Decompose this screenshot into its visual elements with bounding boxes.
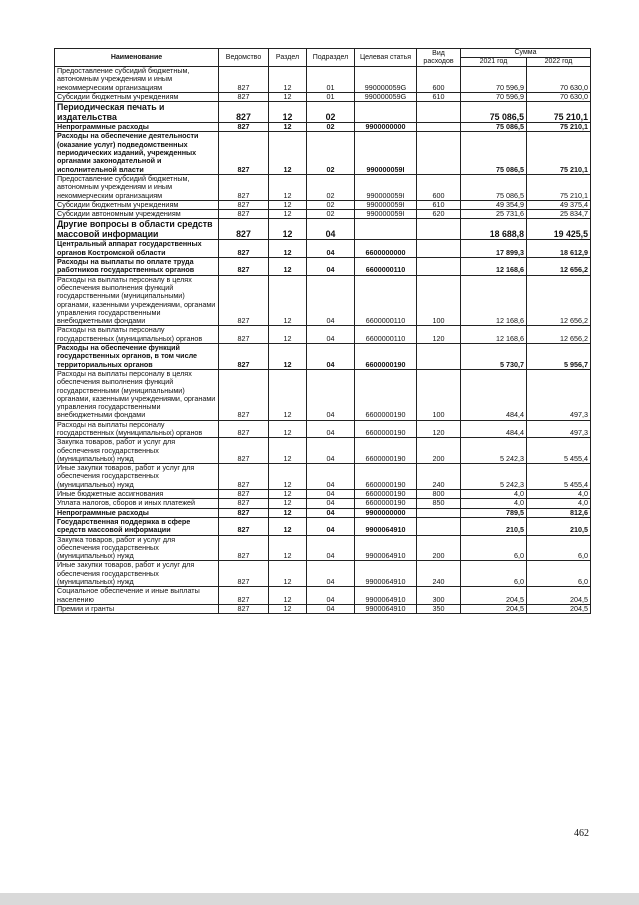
row-subsection: 04 — [307, 535, 355, 561]
row-sum-2021: 5 242,3 — [461, 464, 527, 490]
row-target: 6600000000 — [355, 240, 417, 258]
row-dept: 827 — [219, 535, 269, 561]
row-exptype: 240 — [417, 464, 461, 490]
row-target: 6600000190 — [355, 464, 417, 490]
table-row — [55, 499, 591, 508]
row-dept: 827 — [219, 219, 269, 240]
row-sum-2022: 12 656,2 — [527, 258, 591, 276]
row-name: Предоставление субсидий бюджетным, автономным учреждениям и иным некоммерческим организациям — [55, 174, 219, 200]
table-row — [55, 535, 591, 561]
row-dept: 827 — [219, 210, 269, 219]
row-subsection: 04 — [307, 258, 355, 276]
row-section: 12 — [269, 326, 307, 344]
row-subsection: 04 — [307, 517, 355, 535]
row-dept: 827 — [219, 344, 269, 370]
row-sum-2022: 497,3 — [527, 369, 591, 420]
row-sum-2021: 5 242,3 — [461, 438, 527, 464]
row-target: 6600000190 — [355, 344, 417, 370]
row-section: 12 — [269, 438, 307, 464]
row-sum-2021: 12 168,6 — [461, 275, 527, 326]
row-target: 990000059I — [355, 174, 417, 200]
row-subsection: 04 — [307, 561, 355, 587]
row-section: 12 — [269, 517, 307, 535]
row-name: Непрограммные расходы — [55, 508, 219, 517]
row-section: 12 — [269, 200, 307, 209]
row-target — [355, 219, 417, 240]
row-sum-2022: 75 210,1 — [527, 102, 591, 123]
row-section: 12 — [269, 499, 307, 508]
row-name: Государственная поддержка в сфере средств массовой информации — [55, 517, 219, 535]
row-name: Иные бюджетные ассигнования — [55, 490, 219, 499]
row-sum-2021: 12 168,6 — [461, 258, 527, 276]
row-sum-2021: 75 086,5 — [461, 132, 527, 174]
row-section: 12 — [269, 508, 307, 517]
row-dept: 827 — [219, 604, 269, 613]
row-dept: 827 — [219, 240, 269, 258]
header-section: Раздел — [269, 49, 307, 67]
row-target: 9900064910 — [355, 517, 417, 535]
row-exptype: 600 — [417, 67, 461, 93]
row-target: 6600000190 — [355, 438, 417, 464]
row-sum-2021: 204,5 — [461, 587, 527, 605]
row-subsection: 01 — [307, 67, 355, 93]
row-sum-2021: 12 168,6 — [461, 326, 527, 344]
table-row — [55, 240, 591, 258]
row-target: 6600000190 — [355, 499, 417, 508]
row-subsection: 04 — [307, 490, 355, 499]
row-target: 6600000190 — [355, 369, 417, 420]
row-sum-2022: 4,0 — [527, 490, 591, 499]
row-subsection: 02 — [307, 200, 355, 209]
table-row — [55, 561, 591, 587]
row-subsection: 02 — [307, 174, 355, 200]
table-row — [55, 67, 591, 93]
row-subsection: 04 — [307, 275, 355, 326]
row-dept: 827 — [219, 200, 269, 209]
row-section: 12 — [269, 102, 307, 123]
row-subsection: 04 — [307, 420, 355, 438]
row-exptype: 300 — [417, 587, 461, 605]
row-subsection: 04 — [307, 438, 355, 464]
row-subsection: 02 — [307, 102, 355, 123]
table-row — [55, 132, 591, 174]
header-dept: Ведомство — [219, 49, 269, 67]
row-target: 990000059I — [355, 132, 417, 174]
row-section: 12 — [269, 67, 307, 93]
row-subsection: 04 — [307, 240, 355, 258]
row-exptype: 610 — [417, 92, 461, 101]
row-subsection: 01 — [307, 92, 355, 101]
row-sum-2021: 17 899,3 — [461, 240, 527, 258]
row-dept: 827 — [219, 490, 269, 499]
row-subsection: 02 — [307, 123, 355, 132]
row-dept: 827 — [219, 174, 269, 200]
row-sum-2021: 70 596,9 — [461, 92, 527, 101]
row-exptype — [417, 132, 461, 174]
row-section: 12 — [269, 219, 307, 240]
row-section: 12 — [269, 464, 307, 490]
row-sum-2022: 6,0 — [527, 561, 591, 587]
row-name: Непрограммные расходы — [55, 123, 219, 132]
row-name: Премии и гранты — [55, 604, 219, 613]
row-sum-2022: 204,5 — [527, 604, 591, 613]
row-dept: 827 — [219, 420, 269, 438]
row-dept: 827 — [219, 517, 269, 535]
row-exptype: 120 — [417, 420, 461, 438]
row-sum-2022: 49 375,4 — [527, 200, 591, 209]
table-body — [55, 67, 591, 614]
row-subsection: 02 — [307, 132, 355, 174]
row-sum-2022: 210,5 — [527, 517, 591, 535]
table-row — [55, 326, 591, 344]
row-sum-2021: 484,4 — [461, 369, 527, 420]
row-section: 12 — [269, 420, 307, 438]
row-section: 12 — [269, 604, 307, 613]
row-target: 990000059G — [355, 92, 417, 101]
row-dept: 827 — [219, 587, 269, 605]
row-exptype: 100 — [417, 369, 461, 420]
row-sum-2021: 210,5 — [461, 517, 527, 535]
row-sum-2022: 75 210,1 — [527, 123, 591, 132]
row-name: Социальное обеспечение и иные выплаты населению — [55, 587, 219, 605]
row-sum-2021: 6,0 — [461, 535, 527, 561]
row-section: 12 — [269, 344, 307, 370]
row-exptype — [417, 240, 461, 258]
row-dept: 827 — [219, 561, 269, 587]
header-2021: 2021 год — [461, 58, 527, 67]
row-sum-2022: 5 956,7 — [527, 344, 591, 370]
row-target: 6600000110 — [355, 258, 417, 276]
row-sum-2021: 4,0 — [461, 499, 527, 508]
table-row — [55, 517, 591, 535]
row-section: 12 — [269, 490, 307, 499]
row-section: 12 — [269, 92, 307, 101]
row-sum-2021: 75 086,5 — [461, 174, 527, 200]
row-section: 12 — [269, 275, 307, 326]
row-target: 990000059G — [355, 67, 417, 93]
row-dept: 827 — [219, 67, 269, 93]
row-subsection: 04 — [307, 344, 355, 370]
row-section: 12 — [269, 132, 307, 174]
row-name: Предоставление субсидий бюджетным, автономным учреждениям и иным некоммерческим организациям — [55, 67, 219, 93]
row-sum-2022: 12 656,2 — [527, 326, 591, 344]
row-sum-2022: 75 210,1 — [527, 132, 591, 174]
row-subsection: 04 — [307, 499, 355, 508]
row-section: 12 — [269, 369, 307, 420]
row-target: 9900064910 — [355, 587, 417, 605]
row-section: 12 — [269, 535, 307, 561]
header-sum: Сумма — [461, 49, 591, 58]
table-row — [55, 275, 591, 326]
row-name: Расходы на выплаты персоналу государственных (муниципальных) органов — [55, 326, 219, 344]
row-subsection: 04 — [307, 604, 355, 613]
header-target: Целевая статья — [355, 49, 417, 67]
row-sum-2022: 812,6 — [527, 508, 591, 517]
row-dept: 827 — [219, 275, 269, 326]
row-dept: 827 — [219, 326, 269, 344]
row-section: 12 — [269, 240, 307, 258]
row-sum-2022: 18 612,9 — [527, 240, 591, 258]
row-sum-2021: 18 688,8 — [461, 219, 527, 240]
row-target: 9900000000 — [355, 508, 417, 517]
row-subsection: 04 — [307, 369, 355, 420]
row-name: Уплата налогов, сборов и иных платежей — [55, 499, 219, 508]
row-sum-2021: 49 354,9 — [461, 200, 527, 209]
row-dept: 827 — [219, 92, 269, 101]
row-section: 12 — [269, 123, 307, 132]
row-exptype: 600 — [417, 174, 461, 200]
row-exptype — [417, 102, 461, 123]
row-section: 12 — [269, 174, 307, 200]
table-row — [55, 92, 591, 101]
table-row — [55, 344, 591, 370]
row-name: Субсидии бюджетным учреждениям — [55, 92, 219, 101]
row-section: 12 — [269, 587, 307, 605]
table-row — [55, 438, 591, 464]
row-name: Периодическая печать и издательства — [55, 102, 219, 123]
row-target: 990000059I — [355, 210, 417, 219]
row-subsection: 04 — [307, 219, 355, 240]
row-target: 6600000110 — [355, 326, 417, 344]
row-name: Субсидии автономным учреждениям — [55, 210, 219, 219]
row-exptype: 120 — [417, 326, 461, 344]
row-dept: 827 — [219, 102, 269, 123]
row-exptype — [417, 508, 461, 517]
row-name: Иные закупки товаров, работ и услуг для обеспечения государственных (муниципальных) нужд — [55, 561, 219, 587]
row-sum-2022: 4,0 — [527, 499, 591, 508]
row-dept: 827 — [219, 464, 269, 490]
row-name: Расходы на выплаты персоналу в целях обеспечения выполнения функций государственными (муниципальными) органами, казенными учреждениями, органами управления государственными внебюджетными фондами — [55, 369, 219, 420]
table-row — [55, 464, 591, 490]
row-sum-2022: 5 455,4 — [527, 464, 591, 490]
row-sum-2022: 75 210,1 — [527, 174, 591, 200]
row-sum-2021: 204,5 — [461, 604, 527, 613]
row-name: Другие вопросы в области средств массовой информации — [55, 219, 219, 240]
header-name: Наименование — [55, 49, 219, 67]
row-exptype: 100 — [417, 275, 461, 326]
row-name: Расходы на выплаты по оплате труда работников государственных органов — [55, 258, 219, 276]
row-name: Закупка товаров, работ и услуг для обеспечения государственных (муниципальных) нужд — [55, 535, 219, 561]
row-sum-2021: 75 086,5 — [461, 102, 527, 123]
row-exptype: 200 — [417, 438, 461, 464]
row-exptype: 200 — [417, 535, 461, 561]
row-subsection: 02 — [307, 210, 355, 219]
row-dept: 827 — [219, 132, 269, 174]
row-sum-2021: 789,5 — [461, 508, 527, 517]
row-dept: 827 — [219, 508, 269, 517]
table-row — [55, 102, 591, 123]
header-subsection: Подраздел — [307, 49, 355, 67]
row-dept: 827 — [219, 123, 269, 132]
row-target: 6600000110 — [355, 275, 417, 326]
row-sum-2022: 497,3 — [527, 420, 591, 438]
row-name: Расходы на выплаты персоналу в целях обеспечения выполнения функций государственными (муниципальными) органами, казенными учреждениями, органами управления государственными внебюджетными фондами — [55, 275, 219, 326]
row-target: 6600000190 — [355, 420, 417, 438]
row-name: Расходы на выплаты персоналу государственных (муниципальных) органов — [55, 420, 219, 438]
row-subsection: 04 — [307, 464, 355, 490]
row-target: 9900064910 — [355, 604, 417, 613]
row-sum-2022: 204,5 — [527, 587, 591, 605]
row-sum-2022: 70 630,0 — [527, 67, 591, 93]
table-row — [55, 210, 591, 219]
page-number: 462 — [574, 828, 589, 839]
table-row — [55, 420, 591, 438]
row-exptype: 350 — [417, 604, 461, 613]
row-section: 12 — [269, 258, 307, 276]
row-exptype: 850 — [417, 499, 461, 508]
row-exptype: 800 — [417, 490, 461, 499]
row-section: 12 — [269, 561, 307, 587]
table-row — [55, 219, 591, 240]
row-section: 12 — [269, 210, 307, 219]
row-name: Центральный аппарат государственных органов Костромской области — [55, 240, 219, 258]
table-row — [55, 604, 591, 613]
row-sum-2022: 70 630,0 — [527, 92, 591, 101]
header-row — [55, 49, 591, 58]
row-sum-2021: 25 731,6 — [461, 210, 527, 219]
row-sum-2021: 484,4 — [461, 420, 527, 438]
row-exptype — [417, 258, 461, 276]
row-name: Расходы на обеспечение деятельности (оказание услуг) подведомственных периодических изданий, учрежденных органами законодательной и исполнительной власти — [55, 132, 219, 174]
scan-border — [0, 893, 639, 905]
row-sum-2021: 75 086,5 — [461, 123, 527, 132]
row-exptype — [417, 123, 461, 132]
row-dept: 827 — [219, 258, 269, 276]
row-target — [355, 102, 417, 123]
row-name: Расходы на обеспечение функций государственных органов, в том числе территориальных органов — [55, 344, 219, 370]
row-subsection: 04 — [307, 508, 355, 517]
budget-table — [54, 48, 591, 614]
row-target: 9900000000 — [355, 123, 417, 132]
row-exptype: 620 — [417, 210, 461, 219]
row-subsection: 04 — [307, 587, 355, 605]
row-exptype — [417, 344, 461, 370]
row-sum-2022: 6,0 — [527, 535, 591, 561]
row-exptype — [417, 517, 461, 535]
row-target: 9900064910 — [355, 535, 417, 561]
row-name: Иные закупки товаров, работ и услуг для обеспечения государственных (муниципальных) нужд — [55, 464, 219, 490]
row-exptype: 610 — [417, 200, 461, 209]
row-exptype: 240 — [417, 561, 461, 587]
row-name: Закупка товаров, работ и услуг для обеспечения государственных (муниципальных) нужд — [55, 438, 219, 464]
row-dept: 827 — [219, 438, 269, 464]
header-2022: 2022 год — [527, 58, 591, 67]
table-row — [55, 587, 591, 605]
row-sum-2021: 5 730,7 — [461, 344, 527, 370]
row-dept: 827 — [219, 369, 269, 420]
row-subsection: 04 — [307, 326, 355, 344]
row-sum-2021: 70 596,9 — [461, 67, 527, 93]
row-sum-2022: 5 455,4 — [527, 438, 591, 464]
row-sum-2022: 25 834,7 — [527, 210, 591, 219]
row-sum-2022: 12 656,2 — [527, 275, 591, 326]
row-name: Субсидии бюджетным учреждениям — [55, 200, 219, 209]
row-target: 990000059I — [355, 200, 417, 209]
table-row — [55, 174, 591, 200]
row-exptype — [417, 219, 461, 240]
row-target: 9900064910 — [355, 561, 417, 587]
row-sum-2021: 6,0 — [461, 561, 527, 587]
row-dept: 827 — [219, 499, 269, 508]
row-sum-2022: 19 425,5 — [527, 219, 591, 240]
table-row — [55, 369, 591, 420]
table-row — [55, 258, 591, 276]
header-exptype: Вид расходов — [417, 49, 461, 67]
row-sum-2021: 4,0 — [461, 490, 527, 499]
row-target: 6600000190 — [355, 490, 417, 499]
